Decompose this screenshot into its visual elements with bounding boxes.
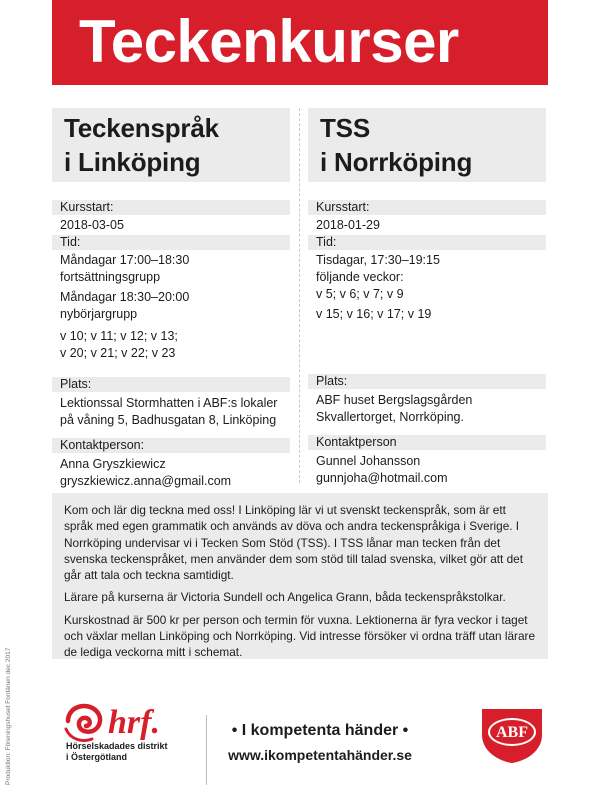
course-column-linkoping [52, 108, 290, 491]
abf-wordmark: ABF [496, 724, 528, 741]
weeks-value-1: v 5; v 6; v 7; v 9 [316, 287, 404, 301]
weeks-value-1: v 10; v 11; v 12; v 13; [60, 329, 178, 343]
time-value-2: följande veckor: [316, 270, 404, 284]
hrf-subtitle-line-2: i Östergötland [66, 752, 128, 762]
start-value: 2018-03-05 [60, 218, 124, 232]
course-title-line-1: TSS [320, 113, 370, 143]
website-link[interactable]: www.ikompetentahänder.se [228, 747, 412, 763]
place-label: Plats: [52, 377, 290, 392]
place-value-1: ABF huset Bergslagsgården [316, 393, 473, 407]
time-value-2: Måndagar 18:30–20:00 [60, 290, 190, 304]
course-title-box [308, 108, 546, 182]
page-title: Teckenkurser [79, 8, 459, 75]
info-paragraph: Lärare på kurserna är Victoria Sundell och Angelica Grann, båda teckenspråkstolkar. [64, 590, 506, 605]
footer [0, 685, 600, 800]
contact-label: Kontaktperson: [52, 438, 290, 453]
course-title-box [52, 108, 290, 182]
footer-divider [206, 715, 207, 785]
place-label: Plats: [308, 374, 546, 389]
time-value-1: Tisdagar, 17:30–19:15 [316, 253, 440, 267]
contact-name: Anna Gryszkiewicz [60, 457, 166, 471]
group-value-2: nybörjargrupp [60, 307, 138, 321]
course-title-line-2: i Linköping [64, 147, 201, 177]
place-value-1: Lektionssal Stormhatten i ABF:s lokaler [60, 396, 278, 410]
hrf-subtitle-line-1: Hörselskadades distrikt [66, 741, 168, 751]
production-credit: Produktion: Föreningshuset Fontänen dec 2017 [5, 647, 12, 785]
time-label: Tid: [308, 235, 546, 250]
info-paragraph: Kom och lär dig teckna med oss! I Linköping lär vi ut svenskt teckenspråk, som är ett språk med egen grammatik och används av döva och andra teckenspråkiga i Sverige. I Norrköping undervisar vi i Tecken Som Stöd (TSS). I TSS lånar man tecken från det svenska teckenspråket, men använder dem som stöd till talad svenska, vilket gör att det går att tala och teckna samtidigt. [64, 503, 523, 583]
time-value-1: Måndagar 17:00–18:30 [60, 253, 190, 267]
hrf-subtitle [66, 741, 168, 763]
contact-label: Kontaktperson [308, 435, 546, 450]
column-divider [299, 108, 300, 483]
contact-email[interactable]: gunnjoha@hotmail.com [316, 471, 448, 485]
abf-logo[interactable] [478, 705, 546, 765]
place-value-2: Skvallertorget, Norrköping. [316, 410, 464, 424]
start-value: 2018-01-29 [316, 218, 380, 232]
hrf-wordmark: hrf. [108, 704, 160, 741]
slogan: • I kompetenta händer • [231, 722, 409, 739]
info-paragraph: Kurskostnad är 500 kr per person och termin för vuxna. Lektionerna är fyra veckor i taget och växlar mellan Linköping och Norrköping. Vid intresse försöker vi ordna träff utan lärare de lediga veckorna mitt i schemat. [64, 612, 536, 660]
weeks-value-2: v 15; v 16; v 17; v 19 [316, 307, 432, 321]
abf-logo-icon [478, 705, 546, 765]
course-title-line-1: Teckenspråk [64, 113, 219, 143]
course-info-box [52, 493, 548, 659]
contact-name: Gunnel Johansson [316, 454, 421, 468]
start-label: Kursstart: [52, 200, 290, 215]
place-value-2: på våning 5, Badhusgatan 8, Linköping [60, 413, 277, 427]
group-value-1: fortsättningsgrupp [60, 270, 161, 284]
contact-email[interactable]: gryszkiewicz.anna@gmail.com [60, 474, 232, 488]
course-column-norrkoping [308, 108, 546, 488]
time-label: Tid: [52, 235, 290, 250]
course-title-line-2: i Norrköping [320, 147, 473, 177]
start-label: Kursstart: [308, 200, 546, 215]
header-banner [52, 0, 548, 85]
weeks-value-2: v 20; v 21; v 22; v 23 [60, 346, 176, 360]
